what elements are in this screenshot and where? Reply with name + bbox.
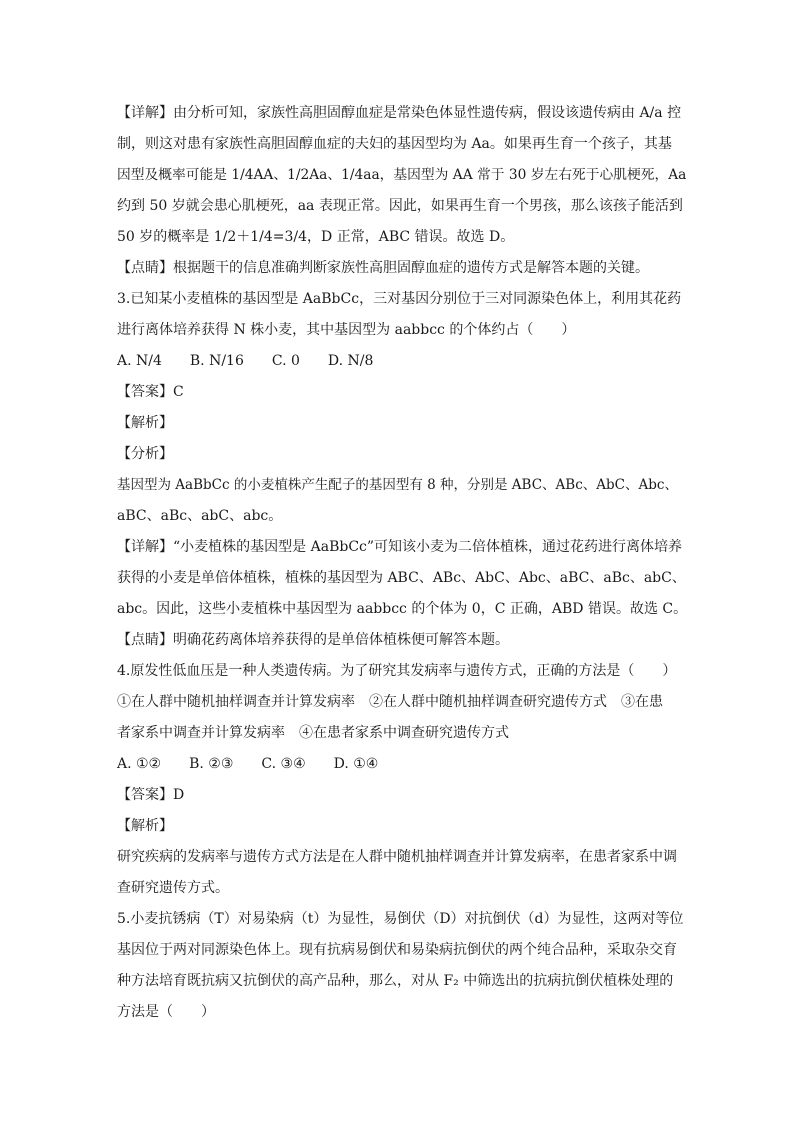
analysis-subheading: 【分析】 (117, 446, 173, 462)
answer-label: 【答案】C (117, 384, 184, 400)
question-4-options: A. ①② B. ②③ C. ③④ D. ①④ (117, 756, 379, 772)
text-line: abc。因此，这些小麦植株中基因型为 aabbcc 的个体为 0，C 正确，ABD 错误。故选 C。 (117, 601, 688, 617)
text-line: 约到 50 岁就会患心肌梗死，aa 表现正常。因此，如果再生育一个男孩，那么该孩子能活到 (117, 198, 683, 214)
text-line: 研究疾病的发病率与遗传方式方法是在人群中随机抽样调查并计算发病率，在患者家系中调 (117, 849, 677, 865)
question-5-stem: 5.小麦抗锈病（T）对易染病（t）为显性，易倒伏（D）对抗倒伏（d）为显性，这两对等位 (117, 911, 684, 927)
text-line: 基因型为 AaBbCc 的小麦植株产生配子的基因型有 8 种，分别是 ABC、ABc、AbC、Abc、 (117, 477, 678, 493)
text-line: 查研究遗传方式。 (117, 880, 229, 896)
text-line: 【点睛】明确花药离体培养获得的是单倍体植株便可解答本题。 (117, 632, 509, 648)
analysis-label: 【解析】 (117, 818, 173, 834)
question-3-options: A. N/4 B. N/16 C. 0 D. N/8 (117, 353, 374, 369)
text-line: 【详解】由分析可知，家族性高胆固醇血症是常染色体显性遗传病，假设该遗传病由 A/a 控 (117, 105, 682, 121)
question-5-stem: 基因位于两对同源染色体上。现有抗病易倒伏和易染病抗倒伏的两个纯合品种，采取杂交育 (117, 942, 677, 958)
question-4-stem: 4.原发性低血压是一种人类遗传病。为了研究其发病率与遗传方式，正确的方法是（ ） (117, 663, 677, 679)
question-3-stem: 进行离体培养获得 N 株小麦，其中基因型为 aabbcc 的个体约占（ ） (117, 322, 576, 338)
text-line: aBC、aBc、abC、abc。 (117, 508, 283, 524)
text-line: 获得的小麦是单倍体植株，植株的基因型为 ABC、ABc、AbC、Abc、aBC、aBc、abC、 (117, 570, 686, 586)
text-line: 【点睛】根据题干的信息准确判断家族性高胆固醇血症的遗传方式是解答本题的关键。 (117, 260, 649, 276)
question-3-stem: 3.已知某小麦植株的基因型是 AaBbCc，三对基因分别位于三对同源染色体上，利用其花药 (117, 291, 682, 307)
question-5-stem: 种方法培育既抗病又抗倒伏的高产品种，那么，对从 F₂ 中筛选出的抗病抗倒伏植株处理的 (117, 973, 674, 989)
question-4-choices: ①在人群中随机抽样调查并计算发病率 ②在人群中随机抽样调查研究遗传方式 ③在患 (117, 694, 663, 710)
text-line: 因型及概率可能是 1/4AA、1/2Aa、1/4aa，基因型为 AA 常于 30 岁左右死于心肌梗死，Aa (117, 167, 687, 183)
analysis-label: 【解析】 (117, 415, 173, 431)
question-5-stem: 方法是（ ） (117, 1004, 215, 1020)
answer-label: 【答案】D (117, 787, 185, 803)
text-line: 制，则这对患有家族性高胆固醇血症的夫妇的基因型均为 Aa。如果再生育一个孩子，其基 (117, 136, 672, 152)
question-4-choices: 者家系中调查并计算发病率 ④在患者家系中调查研究遗传方式 (117, 725, 509, 741)
text-line: 50 岁的概率是 1/2＋1/4=3/4，D 正常，ABC 错误。故选 D。 (117, 229, 515, 245)
text-line: 【详解】“小麦植株的基因型是 AaBbCc”可知该小麦为二倍体植株，通过花药进行离体培养 (117, 539, 683, 555)
